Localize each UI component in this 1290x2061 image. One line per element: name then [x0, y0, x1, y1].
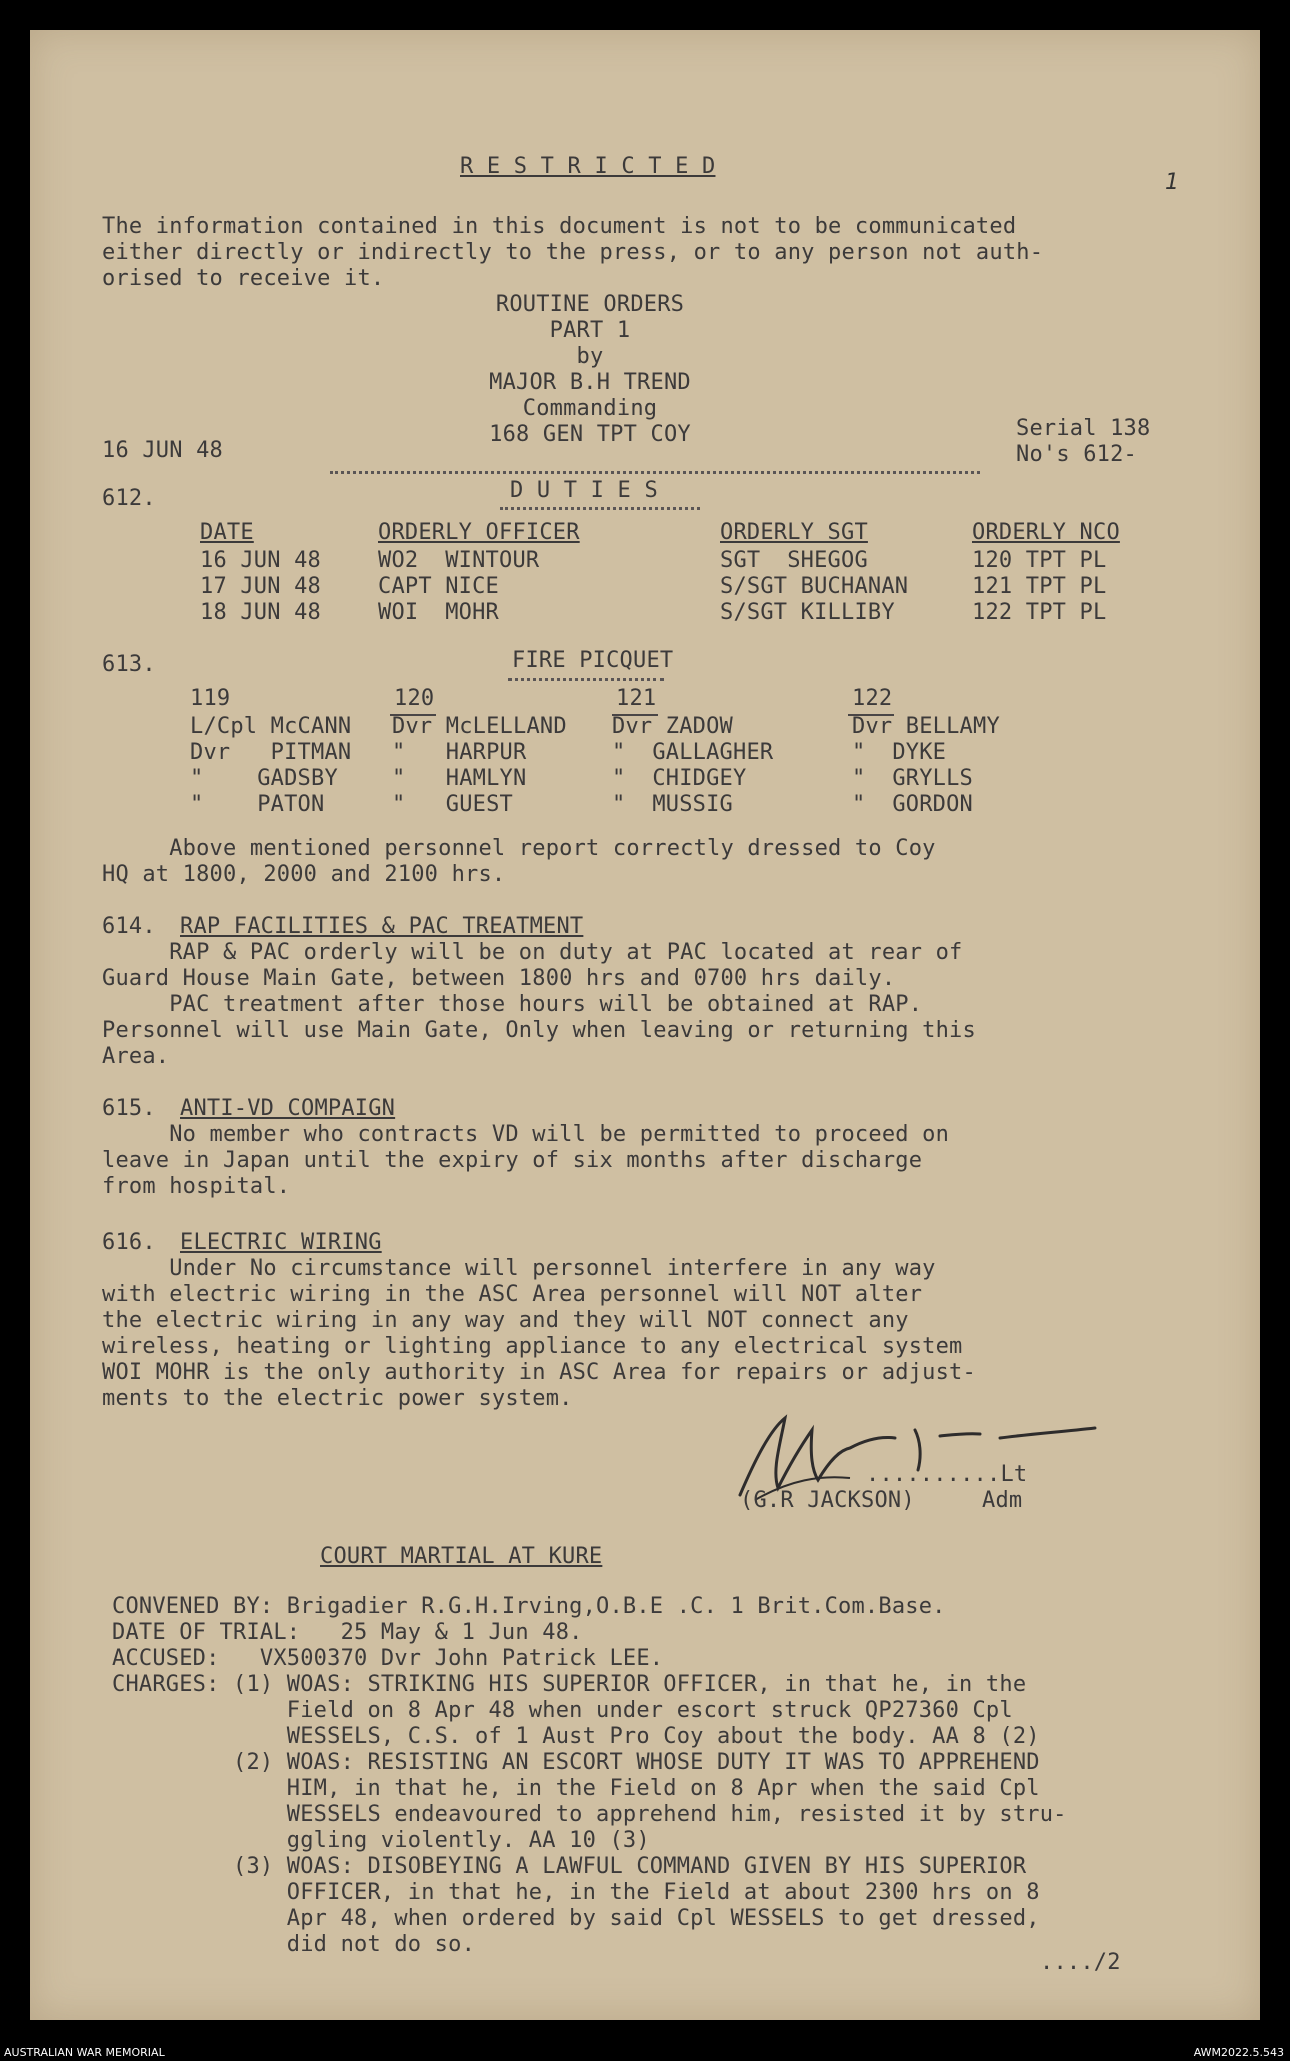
serial-number: Serial 138: [1016, 416, 1151, 441]
duties-officer: WO2 WINTOUR: [378, 548, 540, 573]
wiring-number: 616.: [102, 1230, 156, 1255]
picquet-122: Dvr BELLAMY: [852, 714, 1000, 739]
wiring-heading: ELECTRIC WIRING: [180, 1230, 382, 1255]
title-line-3: by: [576, 344, 604, 369]
duties-nco: 121 TPT PL: [972, 574, 1107, 599]
picquet-122: " GRYLLS: [852, 766, 974, 791]
cm-line-2: DATE OF TRIAL: 25 May & 1 Jun 48.: [112, 1620, 583, 1645]
duties-officer: CAPT NICE: [378, 574, 500, 599]
cm-line-13: Apr 48, when ordered by said Cpl WESSELS to get dressed,: [112, 1906, 1040, 1931]
cm-line-4: CHARGES: (1) WOAS: STRIKING HIS SUPERIOR OFFICER, in that he, in the: [112, 1672, 1027, 1697]
picquet-119: " PATON: [190, 792, 325, 817]
rap-line-3: PAC treatment after those hours will be obtained at RAP.: [102, 992, 923, 1017]
duties-col-sgt: ORDERLY SGT: [720, 520, 868, 545]
title-line-1: ROUTINE ORDERS: [495, 292, 685, 317]
duties-heading-dots: [500, 507, 700, 510]
title-line-2: PART 1: [549, 318, 631, 343]
duties-date: 17 JUN 48: [200, 574, 322, 599]
cm-line-10: ggling violently. AA 10 (3): [112, 1828, 650, 1853]
duties-nco: 122 TPT PL: [972, 600, 1107, 625]
rap-line-1: RAP & PAC orderly will be on duty at PAC located at rear of: [102, 940, 963, 965]
unit-122: 122: [852, 686, 893, 711]
page-marker: 1: [1165, 170, 1179, 195]
cm-line-7: (2) WOAS: RESISTING AN ESCORT WHOSE DUTY IT WAS TO APPREHEND: [112, 1750, 1040, 1775]
header-dotted-divider: [330, 471, 980, 474]
duties-col-officer: ORDERLY OFFICER: [378, 520, 580, 545]
wiring-line-6: ments to the electric power system.: [102, 1386, 573, 1411]
title-line-6: 168 GEN TPT COY: [489, 422, 691, 447]
rap-line-5: Area.: [102, 1044, 170, 1069]
wiring-line-1: Under No circumstance will personnel interfere in any way: [102, 1256, 936, 1281]
footer-archive-id: AWM2022.5.543: [1193, 2046, 1284, 2059]
picquet-122: " DYKE: [852, 740, 947, 765]
cm-line-5: Field on 8 Apr 48 when under escort struck QP27360 Cpl: [112, 1698, 1013, 1723]
cm-line-11: (3) WOAS: DISOBEYING A LAWFUL COMMAND GIVEN BY HIS SUPERIOR: [112, 1854, 1027, 1879]
picquet-120: " GUEST: [392, 792, 514, 817]
fire-picquet-number: 613.: [102, 652, 156, 677]
fire-picquet-heading-dots: [508, 678, 664, 681]
duties-date: 16 JUN 48: [200, 548, 322, 573]
duties-nco: 120 TPT PL: [972, 548, 1107, 573]
duties-number: 612.: [102, 486, 156, 511]
footer-archive-name: AUSTRALIAN WAR MEMORIAL: [4, 2046, 165, 2059]
cm-line-6: WESSELS, C.S. of 1 Aust Pro Coy about the body. AA 8 (2): [112, 1724, 1040, 1749]
wiring-line-3: the electric wiring in any way and they will NOT connect any: [102, 1308, 909, 1333]
picquet-119: Dvr PITMAN: [190, 740, 352, 765]
vd-number: 615.: [102, 1096, 156, 1121]
picquet-122: " GORDON: [852, 792, 974, 817]
duties-col-nco: ORDERLY NCO: [972, 520, 1120, 545]
cm-line-9: WESSELS endeavoured to apprehend him, resisted it by stru-: [112, 1802, 1067, 1827]
order-numbers: No's 612-: [1016, 442, 1138, 467]
duties-date: 18 JUN 48: [200, 600, 322, 625]
notice-line-3: orised to receive it.: [102, 266, 385, 291]
duties-heading: D U T I E S: [510, 478, 658, 503]
fire-picquet-heading: FIRE PICQUET: [512, 648, 674, 673]
wiring-line-4: wireless, heating or lighting appliance to any electrical system: [102, 1334, 963, 1359]
rap-heading: RAP FACILITIES & PAC TREATMENT: [180, 914, 584, 939]
notice-line-2: either directly or indirectly to the press, or to any person not auth-: [102, 240, 1044, 265]
order-date: 16 JUN 48: [102, 438, 224, 463]
rap-line-2: Guard House Main Gate, between 1800 hrs and 0700 hrs daily.: [102, 966, 896, 991]
court-martial-heading: COURT MARTIAL AT KURE: [320, 1544, 603, 1569]
duties-sgt: S/SGT BUCHANAN: [720, 574, 909, 599]
picquet-120: Dvr McLELLAND: [392, 714, 567, 739]
picquet-121: " CHIDGEY: [612, 766, 747, 791]
cm-line-8: HIM, in that he, in the Field on 8 Apr when the said Cpl: [112, 1776, 1040, 1801]
unit-119: 119: [190, 686, 231, 711]
duties-col-date: DATE: [200, 520, 254, 545]
cm-line-3: ACCUSED: VX500370 Dvr John Patrick LEE.: [112, 1646, 664, 1671]
title-line-4: MAJOR B.H TREND: [489, 370, 691, 395]
vd-heading: ANTI-VD COMPAIGN: [180, 1096, 396, 1121]
notice-line-1: The information contained in this document is not to be communicated: [102, 214, 1017, 239]
vd-line-2: leave in Japan until the expiry of six months after discharge: [102, 1148, 923, 1173]
picquet-note-line-1: Above mentioned personnel report correctly dressed to Coy: [102, 836, 936, 861]
picquet-120: " HARPUR: [392, 740, 527, 765]
cm-line-12: OFFICER, in that he, in the Field at about 2300 hrs on 8: [112, 1880, 1040, 1905]
cm-line-1: CONVENED BY: Brigadier R.G.H.Irving,O.B.E .C. 1 Brit.Com.Base.: [112, 1594, 946, 1619]
document-page: [30, 30, 1260, 2020]
duties-sgt: SGT SHEGOG: [720, 548, 868, 573]
rap-number: 614.: [102, 914, 156, 939]
wiring-line-5: WOI MOHR is the only authority in ASC Area for repairs or adjust-: [102, 1360, 976, 1385]
picquet-120: " HAMLYN: [392, 766, 527, 791]
picquet-119: L/Cpl McCANN: [190, 714, 352, 739]
signatory-name: (G.R JACKSON): [740, 1488, 915, 1513]
signatory-role: Adm: [982, 1488, 1023, 1513]
title-line-5: Commanding: [522, 396, 658, 421]
rap-line-4: Personnel will use Main Gate, Only when leaving or returning this: [102, 1018, 976, 1043]
cm-line-14: did not do so.: [112, 1932, 476, 1957]
continuation-marker: ..../2: [1040, 1950, 1121, 1975]
vd-line-3: from hospital.: [102, 1174, 291, 1199]
classification-heading: R E S T R I C T E D: [460, 154, 716, 179]
duties-officer: WOI MOHR: [378, 600, 500, 625]
vd-line-1: No member who contracts VD will be permitted to proceed on: [102, 1122, 950, 1147]
picquet-note-line-2: HQ at 1800, 2000 and 2100 hrs.: [102, 862, 506, 887]
duties-sgt: S/SGT KILLIBY: [720, 600, 895, 625]
signature-line: ..........Lt: [866, 1462, 1028, 1487]
wiring-line-2: with electric wiring in the ASC Area personnel will NOT alter: [102, 1282, 923, 1307]
picquet-121: " GALLAGHER: [612, 740, 774, 765]
unit-120: 120: [394, 686, 435, 711]
picquet-121: " MUSSIG: [612, 792, 734, 817]
picquet-119: " GADSBY: [190, 766, 338, 791]
picquet-121: Dvr ZADOW: [612, 714, 734, 739]
unit-121: 121: [616, 686, 657, 711]
